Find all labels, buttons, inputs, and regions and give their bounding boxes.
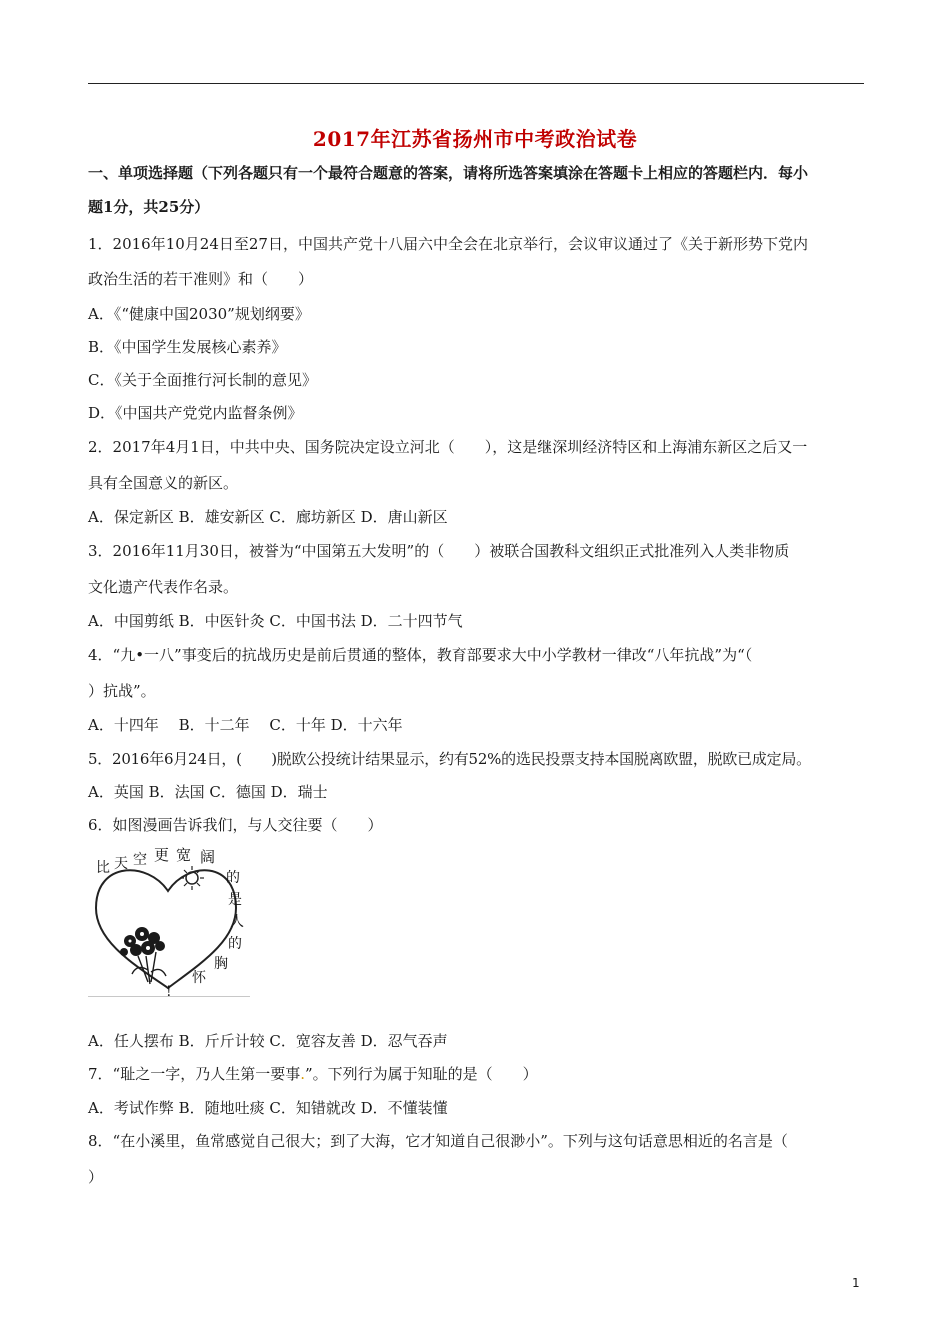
q4-line2: ）抗战”。 — [88, 682, 156, 700]
q1-option-b: B．《中国学生发展核心素养》 — [88, 338, 287, 356]
cartoon-char-7: 的 — [226, 870, 240, 886]
cartoon-char-3: 空 — [133, 852, 147, 868]
cartoon-char-12: 怀 — [192, 970, 206, 986]
q5-options: A．英国 B．法国 C．德国 D．瑞士 — [88, 783, 328, 801]
q1-option-d: D．《中国共产党党内监督条例》 — [88, 404, 303, 422]
q1-option-a: A．《“健康中国2030”规划纲要》 — [88, 305, 310, 323]
section-heading-line2: 题1分，共25分） — [88, 198, 210, 216]
q1-option-c: C．《关于全面推行河长制的意见》 — [88, 371, 317, 389]
cartoon-image — [88, 846, 250, 996]
cartoon-char-13: ! — [166, 984, 172, 996]
header-rule — [88, 83, 864, 84]
q3-line2: 文化遗产代表作名录。 — [88, 578, 239, 596]
q2-options: A．保定新区 B．雄安新区 C．廊坊新区 D．唐山新区 — [88, 508, 448, 526]
sun-icon — [186, 872, 198, 884]
q2-line2: 具有全国意义的新区。 — [88, 474, 239, 492]
q7-line1 — [88, 1063, 538, 1085]
q7-dot: . — [300, 1065, 305, 1083]
cartoon-underline — [88, 996, 250, 997]
q4-options: A．十四年 B．十二年 C．十年 D．十六年 — [88, 716, 403, 734]
q8-line2: ） — [88, 1168, 104, 1186]
q3-line1: 3．2016年11月30日，被誉为“中国第五大发明”的（ ）被联合国教科文组织正式批准列入人类非物质 — [88, 542, 790, 560]
cartoon-char-8: 是 — [228, 892, 242, 908]
q5-line1: 5．2016年6月24日，( )脱欧公投统计结果显示，约有52%的选民投票支持本国脱离欧盟，脱欧已成定局。 — [88, 750, 811, 768]
page-number: 1 — [852, 1276, 860, 1290]
q7-text-b: ”。下列行为属于知耻的是（ ） — [305, 1065, 538, 1083]
q8-line1: 8．“在小溪里，鱼常感觉自己很大；到了大海，它才知道自己很渺小”。下列与这句话意思相近的名言是（ — [88, 1132, 788, 1150]
page-title: 2017年江苏省扬州市中考政治试卷 — [312, 127, 638, 151]
section-heading-line1: 一、单项选择题（下列各题只有一个最符合题意的答案，请将所选答案填涂在答题卡上相应的答题栏内．每小 — [88, 164, 809, 182]
cartoon-char-1: 比 — [96, 860, 110, 876]
cartoon-caption — [96, 846, 244, 996]
cartoon-char-11: 胸 — [214, 956, 228, 972]
cartoon-char-5: 宽 — [176, 846, 192, 864]
cartoon-char-6: 阔 — [200, 848, 216, 866]
q1-line1: 1．2016年10月24日至27日，中国共产党十八届六中全会在北京举行，会议审议通过了《关于新形势下党内 — [88, 235, 808, 253]
q6-line1: 6．如图漫画告诉我们，与人交往要（ ） — [88, 816, 383, 834]
cartoon-char-10: 的 — [228, 936, 242, 952]
cartoon-char-9: 人 — [230, 914, 244, 930]
q1-line2: 政治生活的若干准则》和（ ） — [88, 270, 314, 288]
q2-line1: 2．2017年4月1日，中共中央、国务院决定设立河北（ ），这是继深圳经济特区和上海浦东新区之后又一 — [88, 438, 808, 456]
flower-icon — [120, 927, 166, 984]
q3-options: A．中国剪纸 B．中医针灸 C．中国书法 D．二十四节气 — [88, 612, 463, 630]
cartoon-char-4: 更 — [154, 846, 170, 864]
q6-options: A．任人摆布 B．斤斤计较 C．宽容友善 D．忍气吞声 — [88, 1032, 448, 1050]
q7-text-a: 7．“耻之一字，乃人生第一要事 — [88, 1065, 301, 1083]
q7-options: A．考试作弊 B．随地吐痰 C．知错就改 D．不懂装懂 — [88, 1099, 448, 1117]
q4-line1: 4．“九•一八”事变后的抗战历史是前后贯通的整体，教育部要求大中小学教材一律改“八年抗战”为“（ — [88, 646, 753, 664]
cartoon-char-2: 天 — [114, 856, 128, 872]
